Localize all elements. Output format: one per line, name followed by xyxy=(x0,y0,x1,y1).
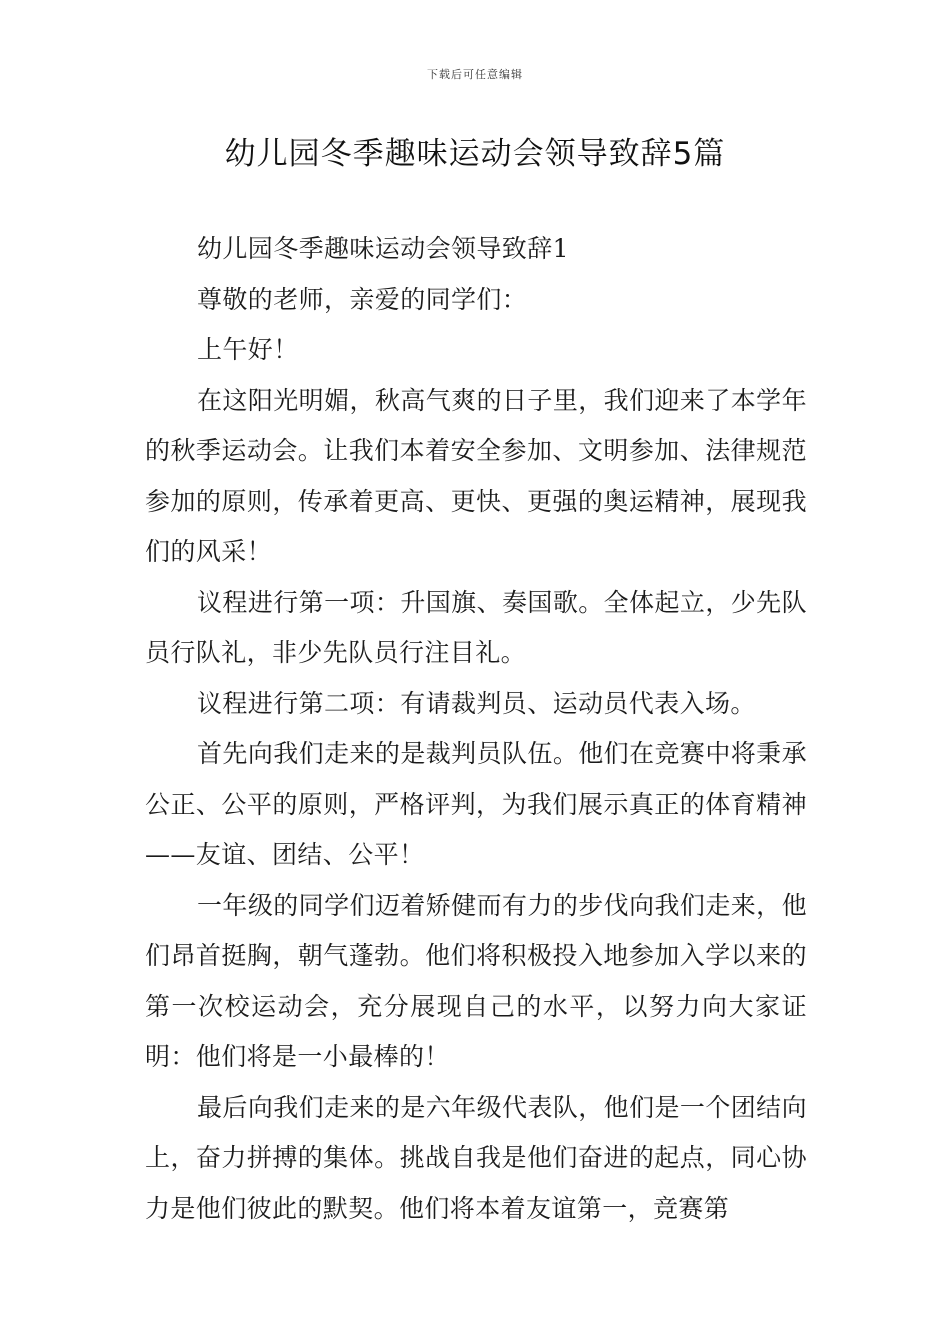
paragraph: 最后向我们走来的是六年级代表队，他们是一个团结向上，奋力拼搏的集体。挑战自我是他们奋进的起点，同心协力是他们彼此的默契。他们将本着友谊第一，竞赛第 xyxy=(145,1092,807,1223)
section-heading: 幼儿园冬季趣味运动会领导致辞1 xyxy=(197,234,569,263)
document-body xyxy=(145,224,807,1234)
salutation: 尊敬的老师，亲爱的同学们： xyxy=(197,284,528,314)
paragraph: 在这阳光明媚，秋高气爽的日子里，我们迎来了本学年的秋季运动会。让我们本着安全参加、文明参加、法律规范参加的原则，传承着更高、更快、更强的奥运精神，展现我们的风采！ xyxy=(145,385,807,566)
paragraph: 议程进行第一项：升国旗、奏国歌。全体起立，少先队员行队礼，非少先队员行注目礼。 xyxy=(145,587,807,667)
paragraph: 首先向我们走来的是裁判员队伍。他们在竞赛中将秉承公正、公平的原则，严格评判，为我们展示真正的体育精神——友谊、团结、公平！ xyxy=(145,739,807,869)
header-note: 下载后可任意编辑 xyxy=(427,68,523,81)
document-title: 幼儿园冬季趣味运动会领导致辞5篇 xyxy=(224,136,726,172)
greeting: 上午好！ xyxy=(197,335,299,364)
paragraph: 议程进行第二项：有请裁判员、运动员代表入场。 xyxy=(197,688,756,718)
paragraph: 一年级的同学们迈着矫健而有力的步伐向我们走来，他们昂首挺胸，朝气蓬勃。他们将积极投入地参加入学以来的第一次校运动会，充分展现自己的水平，以努力向大家证明：他们将是一小最棒的！ xyxy=(145,890,807,1071)
